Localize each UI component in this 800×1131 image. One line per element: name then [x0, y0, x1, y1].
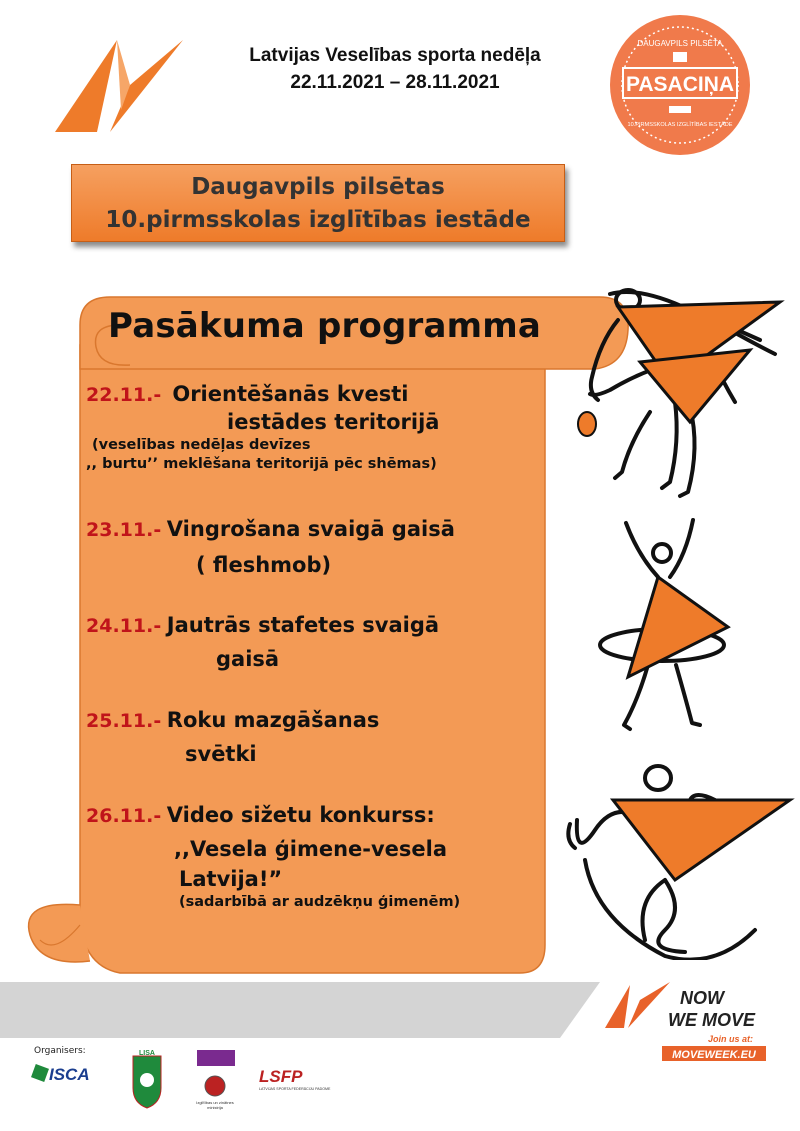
- svg-text:LATVIJAS SPORTA FEDERĀCIJU PAD: LATVIJAS SPORTA FEDERĀCIJU PADOME: [259, 1087, 331, 1091]
- entry-title: Orientēšanās kvesti: [172, 382, 409, 406]
- entry-note: (sadarbībā ar audzēkņu ģimenēm): [179, 894, 461, 910]
- seal-text-bottom: 10.PIRMSSKOLAS IZGLĪTĪBAS IESTĀDE: [627, 122, 733, 128]
- nwm-join: Join us at:: [708, 1034, 754, 1044]
- entry-title-cont: svētki: [185, 742, 257, 766]
- nwm-url: MOVEWEEK.EU: [672, 1049, 756, 1061]
- entry-date: 23.11.-: [86, 519, 162, 541]
- figure-jump-rope-illustration: [565, 760, 795, 960]
- entry-title-cont: iestādes teritorijā: [227, 410, 440, 434]
- seal-name: PASACIŅA: [625, 73, 735, 96]
- program-entry-25-11: [86, 707, 556, 767]
- entry-title: Video sižetu konkurss:: [166, 803, 435, 827]
- lsfp-logo: [259, 1067, 331, 1091]
- ministry-logo: [196, 1050, 235, 1110]
- entry-note: (veselības nedēļas devīzes: [92, 437, 311, 453]
- svg-text:LSFP: LSFP: [259, 1067, 303, 1086]
- entry-title: Vingrošana svaigā gaisā: [166, 517, 455, 541]
- lisa-logo: [133, 1050, 161, 1108]
- program-title: Pasākuma programma: [108, 306, 542, 346]
- school-name-box: [71, 164, 565, 242]
- organisers-label: Organisers:: [34, 1046, 86, 1056]
- nwm-line2: WE MOVE: [668, 1010, 756, 1030]
- pasacina-seal: [605, 10, 755, 160]
- header-dates: 22.11.2021 – 28.11.2021: [290, 72, 500, 93]
- program-entry-26-11: [86, 802, 556, 910]
- svg-text:LISA: LISA: [139, 1050, 155, 1057]
- entry-title-cont: ,,Vesela ģimene-vesela: [174, 837, 448, 861]
- school-line1: Daugavpils pilsētas: [191, 174, 445, 200]
- program-entry-24-11: [86, 612, 556, 672]
- now-we-move-logo: [600, 980, 770, 1065]
- entry-title-cont2: Latvija!”: [179, 867, 283, 891]
- entry-title: Roku mazgāšanas: [166, 708, 380, 732]
- entry-title: Jautrās stafetes svaigā: [166, 613, 440, 637]
- nwm-line1: NOW: [680, 988, 724, 1008]
- organisers-logos: [25, 1048, 355, 1118]
- isca-logo: [31, 1064, 90, 1084]
- figure-hula-hoop-illustration: [588, 515, 733, 735]
- svg-text:ISCA: ISCA: [49, 1065, 90, 1084]
- entry-title-cont: ( fleshmob): [196, 553, 332, 577]
- svg-text:ministrija: ministrija: [207, 1105, 223, 1110]
- seal-text-top: DAUGAVPILS PILSĒTA: [637, 39, 723, 48]
- entry-date: 25.11.-: [86, 710, 162, 732]
- svg-text:Izglītības un zinātnes: Izglītības un zinātnes: [196, 1100, 234, 1105]
- entry-title-cont: gaisā: [216, 647, 280, 671]
- now-we-move-logo-top: [55, 40, 185, 135]
- entry-date: 22.11.-: [86, 384, 162, 406]
- program-entry-22-11: [86, 381, 556, 473]
- school-line2: 10.pirmsskolas izglītības iestāde: [105, 207, 531, 233]
- program-entry-23-11: [86, 516, 556, 578]
- figures-dancing-illustration: [570, 282, 785, 507]
- header-title-line1: Latvijas Veselības sporta nedēļa: [249, 45, 541, 66]
- entry-date: 26.11.-: [86, 805, 162, 827]
- header-title: [190, 42, 600, 96]
- entry-date: 24.11.-: [86, 615, 162, 637]
- entry-note-cont: ,, burtu’’ meklēšana teritorijā pēc shēmas): [86, 456, 437, 472]
